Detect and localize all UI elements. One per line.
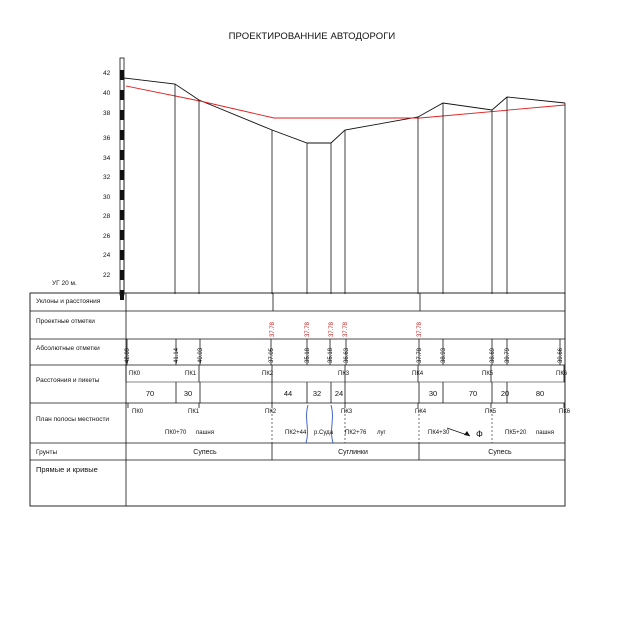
distance-value: 24 (334, 389, 344, 398)
river-bank-right (331, 405, 333, 443)
plan-note: ПК0+70 (165, 430, 187, 436)
plan-picket-label: ПК2 (265, 409, 277, 415)
ground-elevation-label: 38.93 (441, 347, 447, 363)
row-label-absolute: Абсолютные отметки (36, 345, 100, 352)
scale-tick-label: 34 (103, 155, 111, 162)
picket-label: ПК5 (482, 371, 494, 377)
scale-tick-label: 30 (103, 194, 111, 201)
scale-tick-label: 36 (103, 135, 111, 142)
row-label-slopes: Уклоны и расстояния (36, 298, 101, 305)
design-elevation-label: 37.78 (417, 321, 423, 337)
ground-elevation-label: 37.05 (269, 347, 275, 363)
plan-note: ПК2+76 (345, 430, 367, 436)
plan-picket-label: ПК0 (132, 409, 144, 415)
river-bank-left (306, 405, 308, 443)
vertical-scale (52, 58, 124, 300)
ground-elevation-label: 39.79 (505, 347, 511, 363)
plan-note: р.Суда (314, 430, 333, 436)
picket-label: ПК4 (412, 371, 424, 377)
ground-elevation-label: 38.69 (490, 347, 496, 363)
scale-bar-segment (120, 190, 124, 200)
ground-elevation-label: 37.78 (417, 347, 423, 363)
plan-note: луг (377, 430, 386, 436)
scale-tick-label: 22 (103, 272, 111, 279)
design-elevation-label: 37.78 (270, 321, 276, 337)
ground-elevation-label: 41.14 (174, 347, 180, 363)
distance-value: 44 (283, 389, 293, 398)
table-frame (30, 293, 565, 506)
scale-bar-segment (120, 210, 124, 220)
plan-arrow-head (464, 431, 470, 436)
scale-bar-segment (120, 250, 124, 260)
row-label-curves: Прямые и кривые (36, 465, 98, 474)
distance-value: 32 (312, 389, 322, 398)
scale-tick-label: 38 (103, 110, 111, 117)
scale-tick-label: 26 (103, 233, 111, 240)
ground-elevation-label: 36.63 (344, 347, 350, 363)
scale-bar-segment (120, 290, 124, 300)
scale-tick-label: 28 (103, 213, 111, 220)
plan-picket-label: ПК4 (415, 409, 427, 415)
plan-note: пашня (196, 430, 214, 436)
plan-picket-label: ПК5 (485, 409, 497, 415)
scale-tick-label: 42 (103, 70, 111, 77)
scale-bar-segment (120, 130, 124, 140)
profile-table (30, 293, 571, 506)
distance-value: 30 (183, 389, 193, 398)
picket-label: ПК1 (185, 371, 197, 377)
scale-bar-segment (120, 70, 124, 80)
scale-bar-segment (120, 170, 124, 180)
scale-bar-segment (120, 90, 124, 100)
ground-elevation-label: 42.09 (125, 347, 131, 363)
scale-label: УГ 20 м. (52, 280, 77, 287)
scale-bar-segment (120, 230, 124, 240)
row-label-soils: Грунты (36, 449, 58, 456)
picket-label: ПК0 (129, 371, 141, 377)
soil-label: Супесь (193, 449, 217, 456)
ground-elevation-label: 35.18 (328, 347, 334, 363)
profile-graph (124, 78, 565, 294)
distance-value: 20 (500, 389, 510, 398)
row-label-design: Проектные отметки (36, 318, 95, 325)
plan-picket-label: ПК1 (188, 409, 200, 415)
row-label-plan: План полосы местности (36, 416, 110, 423)
row-label-distances: Расстояния и пикеты (36, 377, 100, 384)
scale-bar-segment (120, 150, 124, 160)
design-elevation-label: 37.78 (343, 321, 349, 337)
design-elevation-label: 37.78 (329, 321, 335, 337)
picket-label: ПК2 (262, 371, 274, 377)
plan-note: ПК5+20 (505, 430, 527, 436)
plan-note: пашня (536, 430, 554, 436)
ground-elevation-label: 39.66 (558, 347, 564, 363)
scale-tick-label: 40 (103, 90, 111, 97)
distance-value: 70 (468, 389, 478, 398)
scale-tick-label: 24 (103, 252, 111, 259)
ground-elevation-label: 40.03 (198, 347, 204, 363)
ground-elevation-label: 35.18 (305, 347, 311, 363)
scale-tick-label: 32 (103, 174, 111, 181)
plan-symbol: Ф (476, 429, 483, 439)
design-grade-line (126, 86, 565, 118)
distance-value: 70 (145, 389, 155, 398)
distance-value: 80 (535, 389, 545, 398)
page-title: ПРОЕКТИРОВАННИЕ АВТОДОРОГИ (228, 31, 396, 42)
distance-value: 30 (428, 389, 438, 398)
picket-label: ПК6 (556, 371, 568, 377)
plan-note: ПК4+30 (428, 430, 450, 436)
plan-note: ПК2+44 (285, 430, 307, 436)
soil-label: Суглинки (338, 449, 368, 456)
picket-label: ПК3 (338, 371, 350, 377)
soil-label: Супесь (488, 449, 512, 456)
design-elevation-label: 37.78 (305, 321, 311, 337)
scale-bar-segment (120, 110, 124, 120)
plan-picket-label: ПК3 (341, 409, 353, 415)
scale-bar-segment (120, 270, 124, 280)
plan-picket-label: ПК6 (559, 409, 571, 415)
